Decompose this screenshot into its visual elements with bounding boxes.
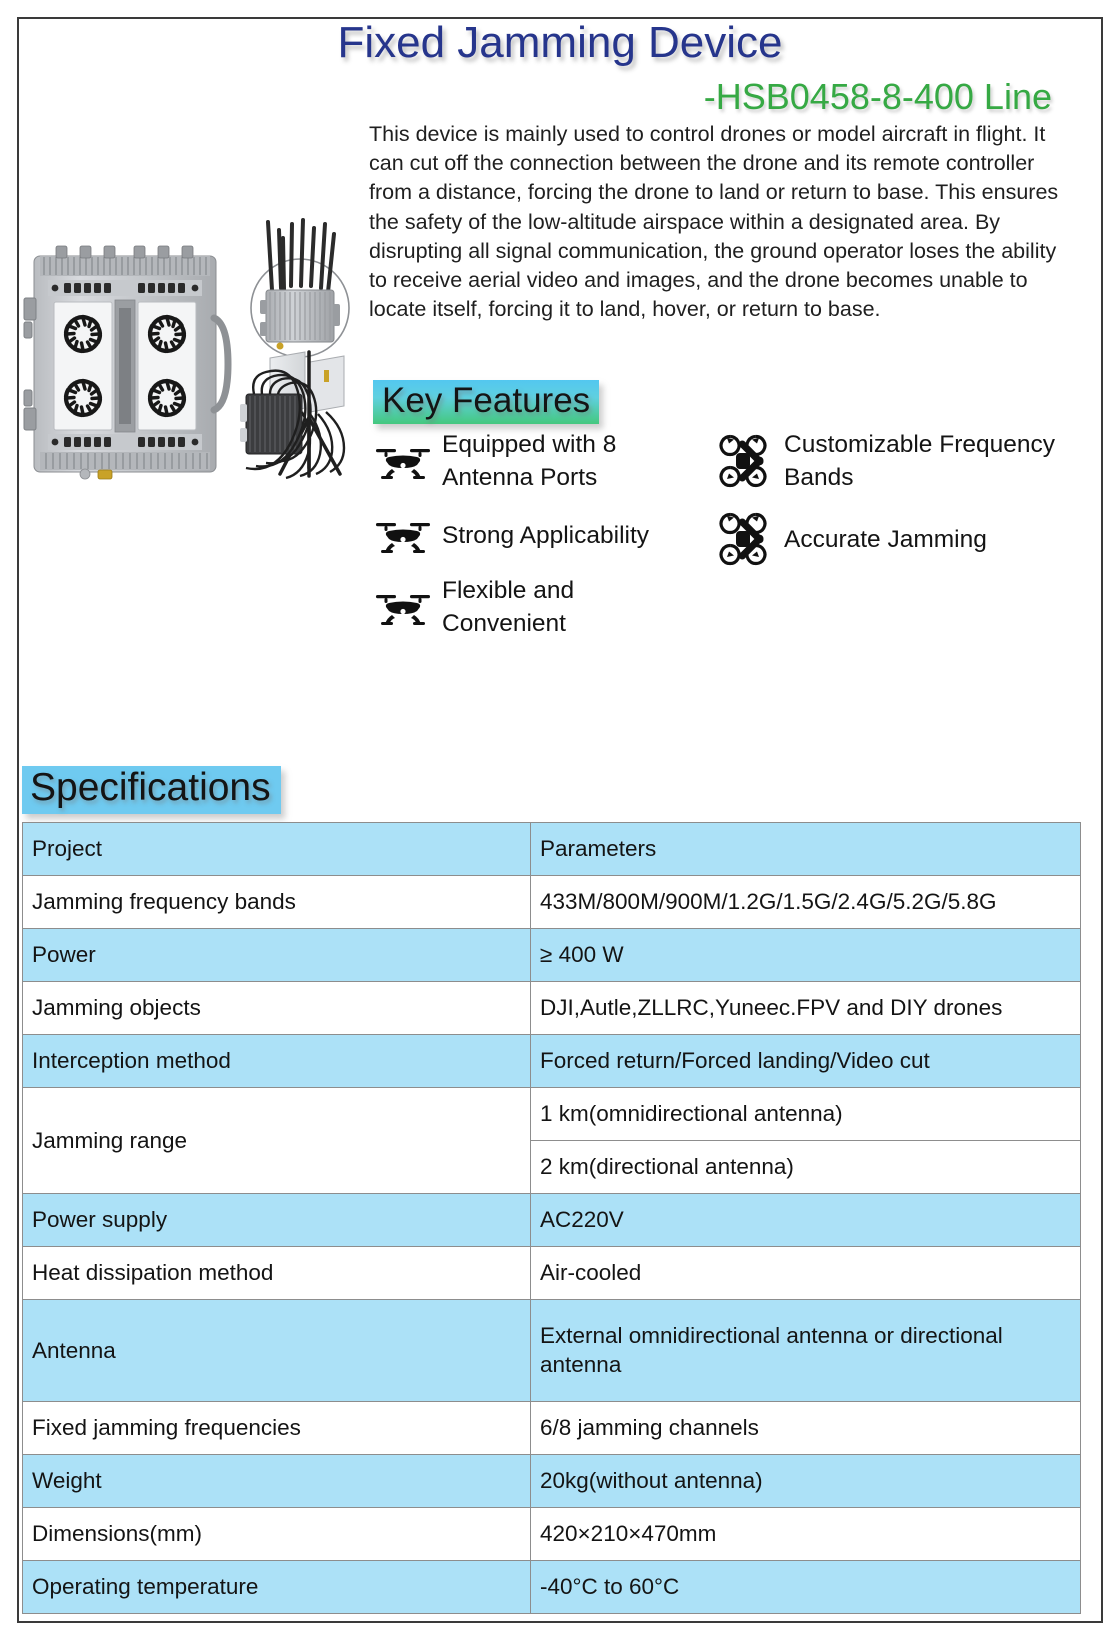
row-value: Air-cooled bbox=[531, 1247, 1081, 1300]
intro-paragraph: This device is mainly used to control drones or model aircraft in flight. It can cut off the connection between the drone and its remote controller from a distance, forcing the drone to land or return to base. This ensures the safety of the low-altitude airspace within a designated area. By disrupting all signal communication, the ground operator loses the ability to receive aerial video and images, and the drone becomes unable to locate itself, forcing it to land, hover, or return to base. bbox=[369, 122, 1059, 322]
feature-item bbox=[710, 428, 1060, 494]
specifications-table-wrapper bbox=[22, 822, 1080, 1614]
table-row bbox=[23, 1508, 1081, 1561]
feature-label: Strong Applicability bbox=[442, 521, 650, 549]
feature-label: Customizable Frequency Bands bbox=[784, 431, 1055, 491]
row-project: Antenna bbox=[23, 1300, 531, 1402]
key-features-right-column bbox=[710, 428, 1060, 582]
table-row bbox=[23, 1455, 1081, 1508]
quadcopter-top-icon bbox=[710, 508, 776, 570]
table-row bbox=[23, 1247, 1081, 1300]
table-header-row bbox=[23, 823, 1081, 876]
row-value: ≥ 400 W bbox=[531, 929, 1081, 982]
product-image-group bbox=[22, 212, 367, 532]
specifications-heading: Specifications bbox=[22, 766, 281, 814]
row-project: Weight bbox=[23, 1455, 531, 1508]
row-project: Jamming frequency bands bbox=[23, 876, 531, 929]
row-value: AC220V bbox=[531, 1194, 1081, 1247]
model-subtitle: -HSB0458-8-400 Line bbox=[703, 76, 1052, 117]
feature-item bbox=[372, 574, 702, 640]
key-features-left-column bbox=[372, 428, 702, 654]
row-project: Heat dissipation method bbox=[23, 1247, 531, 1300]
drone-side-icon bbox=[372, 508, 434, 562]
row-project: Jamming range bbox=[23, 1088, 531, 1194]
row-value: -40°C to 60°C bbox=[531, 1561, 1081, 1614]
row-value: 420×210×470mm bbox=[531, 1508, 1081, 1561]
row-value: External omnidirectional antenna or directional antenna bbox=[531, 1300, 1081, 1402]
jammer-chassis-front-photo bbox=[24, 246, 228, 479]
row-project: Power bbox=[23, 929, 531, 982]
row-project: Power supply bbox=[23, 1194, 531, 1247]
column-header-parameters: Parameters bbox=[531, 823, 1081, 876]
row-project: Fixed jamming frequencies bbox=[23, 1402, 531, 1455]
specifications-table bbox=[22, 822, 1081, 1614]
jammer-with-8-antennas-photo bbox=[251, 220, 349, 357]
feature-label: Accurate Jamming bbox=[784, 525, 987, 553]
table-row bbox=[23, 1194, 1081, 1247]
row-project: Interception method bbox=[23, 1035, 531, 1088]
row-value: 1 km(omnidirectional antenna) bbox=[531, 1088, 1081, 1141]
feature-item bbox=[372, 508, 702, 562]
row-value: Forced return/Forced landing/Video cut bbox=[531, 1035, 1081, 1088]
row-value: 20kg(without antenna) bbox=[531, 1455, 1081, 1508]
quadcopter-top-icon bbox=[710, 430, 776, 492]
drone-side-icon bbox=[372, 434, 434, 488]
table-row bbox=[23, 1088, 1081, 1141]
drone-side-icon bbox=[372, 580, 434, 634]
row-value: 433M/800M/900M/1.2G/1.5G/2.4G/5.2G/5.8G bbox=[531, 876, 1081, 929]
feature-label: Equipped with 8 Antenna Ports bbox=[442, 431, 617, 491]
row-value-secondary: 2 km(directional antenna) bbox=[531, 1141, 1081, 1194]
key-features-heading: Key Features bbox=[373, 380, 599, 424]
row-value: DJI,Autle,ZLLRC,Yuneec.FPV and DIY drones bbox=[531, 982, 1081, 1035]
table-row bbox=[23, 929, 1081, 982]
table-row bbox=[23, 1561, 1081, 1614]
row-project: Operating temperature bbox=[23, 1561, 531, 1614]
feature-item bbox=[710, 508, 1060, 570]
row-project: Jamming objects bbox=[23, 982, 531, 1035]
jammer-with-panel-antennas-tripod-photo bbox=[240, 352, 344, 478]
row-project: Dimensions(mm) bbox=[23, 1508, 531, 1561]
table-row bbox=[23, 1300, 1081, 1402]
feature-label: Flexible and Convenient bbox=[442, 577, 575, 637]
table-row bbox=[23, 1402, 1081, 1455]
row-value: 6/8 jamming channels bbox=[531, 1402, 1081, 1455]
table-row bbox=[23, 982, 1081, 1035]
table-row bbox=[23, 876, 1081, 929]
table-row bbox=[23, 1035, 1081, 1088]
feature-item bbox=[372, 428, 702, 494]
column-header-project: Project bbox=[23, 823, 531, 876]
page-title: Fixed Jamming Device bbox=[337, 18, 783, 67]
